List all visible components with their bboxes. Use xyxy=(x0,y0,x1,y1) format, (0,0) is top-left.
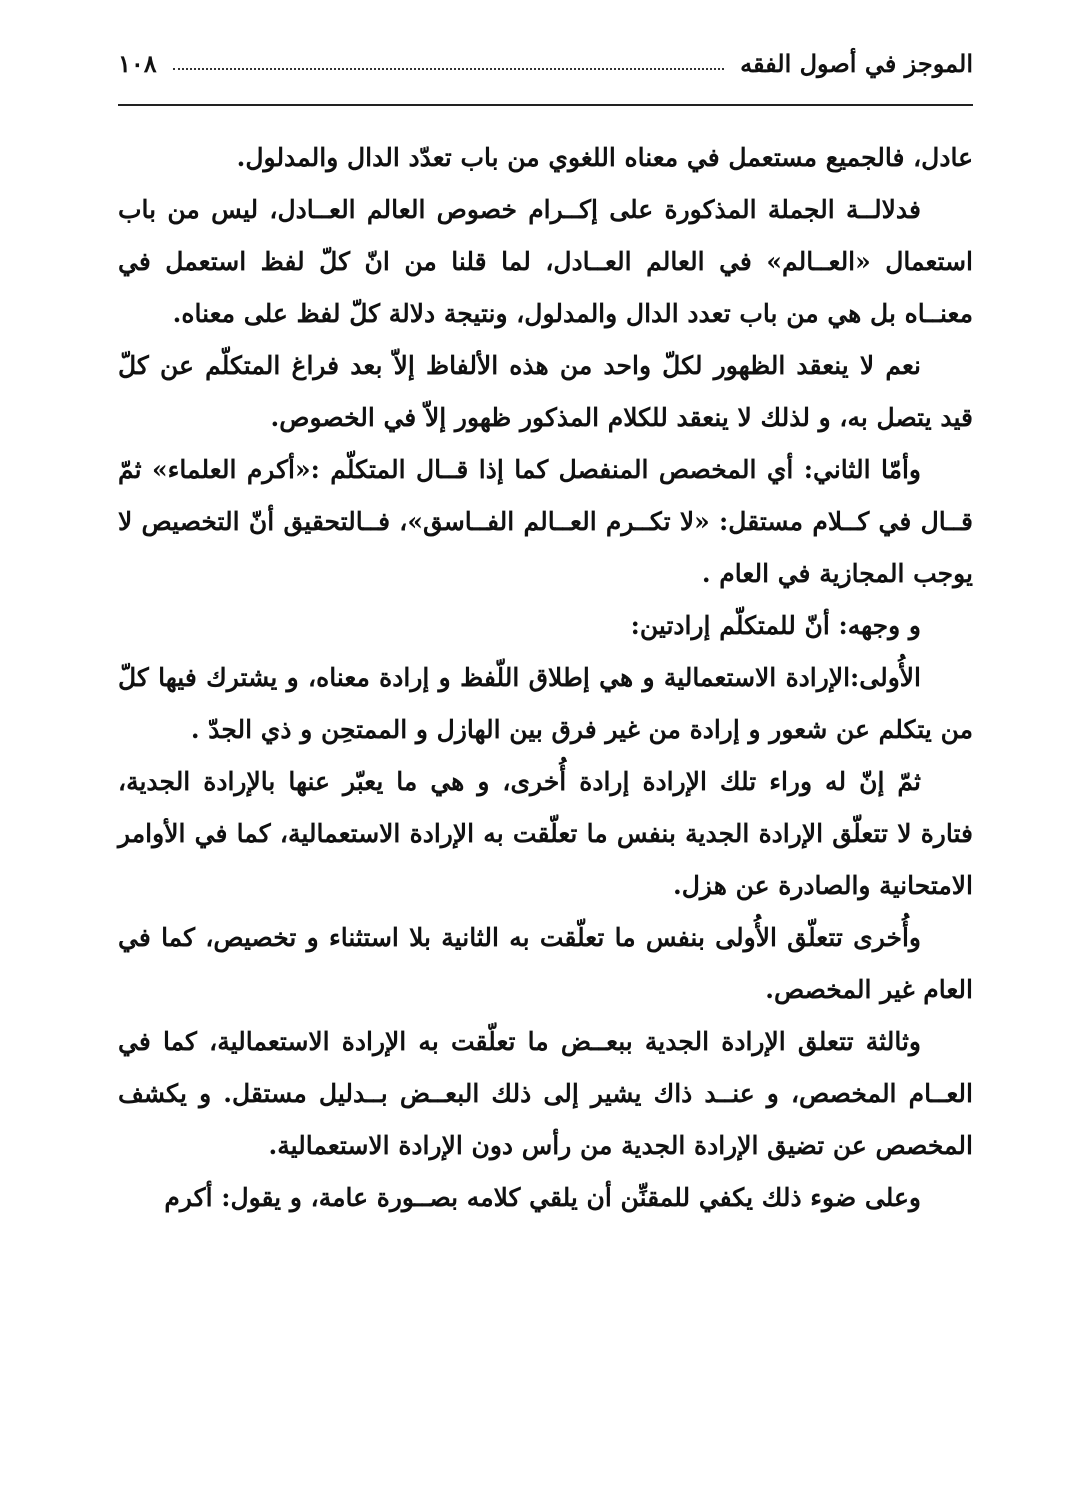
paragraph: الأُولى:الإرادة الاستعمالية و هي إطلاق اللّفظ و إرادة معناه، و يشترك فيها كلّ من يتكلم عن شعور و إرادة من غير فرق بين الهازل و الممتحِن و ذي الجدّ . xyxy=(118,663,973,744)
paragraph: فدلالــة الجملة المذكورة على إكــرام خصوص العالم العــادل، ليس من باب استعمال «العــالم» في العالم العــادل، لما قلنا من انّ كلّ لفظ استعمل في معنــاه بل هي من باب تعدد الدال والمدلول، ونتيجة دلالة كلّ لفظ على معناه. xyxy=(118,195,973,328)
body-text xyxy=(118,132,973,1224)
header-dot-leader xyxy=(173,68,724,70)
paragraph: و وجهه: أنّ للمتكلّم إرادتين: xyxy=(630,611,921,640)
header-divider xyxy=(118,104,973,106)
page-number: ١٠٨ xyxy=(118,48,157,78)
paragraph: نعم لا ينعقد الظهور لكلّ واحد من هذه الألفاظ إلاّ بعد فراغ المتكلّم عن كلّ قيد يتصل به، و لذلك لا ينعقد للكلام المذكور ظهور إلاّ في الخصوص. xyxy=(118,351,973,432)
paragraph: عادل، فالجميع مستعمل في معناه اللغوي من باب تعدّد الدال والمدلول. xyxy=(236,143,973,172)
page-header xyxy=(118,36,973,90)
paragraph: وأُخرى تتعلّق الأُولى بنفس ما تعلّقت به الثانية بلا استثناء و تخصيص، كما في العام غير المخصص. xyxy=(118,923,973,1004)
paragraph: وثالثة تتعلق الإرادة الجدية ببعــض ما تعلّقت به الإرادة الاستعمالية، كما في العــام المخصص، و عنــد ذاك يشير إلى ذلك البعــض بــدليل مستقل. و يكشف المخصص عن تضيق الإرادة الجدية من رأس دون الإرادة الاستعمالية. xyxy=(118,1027,973,1160)
paragraph: وأمّا الثاني: أي المخصص المنفصل كما إذا قــال المتكلّم :«أكرم العلماء» ثمّ قــال في كــلام مستقل: «لا تكــرم العــالم الفــاسق»، فــالتحقيق أنّ التخصيص لا يوجب المجازية في العام . xyxy=(118,455,973,588)
paragraph: ثمّ إنّ له وراء تلك الإرادة إرادة أُخرى، و هي ما يعبّر عنها بالإرادة الجدية، فتارة لا تتعلّق الإرادة الجدية بنفس ما تعلّقت به الإرادة الاستعمالية، كما في الأوامر الامتحانية والصادرة عن هزل. xyxy=(118,767,973,900)
paragraph: وعلى ضوء ذلك يكفي للمقنِّن أن يلقي كلامه بصــورة عامة، و يقول: أكرم xyxy=(164,1183,921,1212)
running-title: الموجز في أصول الفقه xyxy=(740,48,973,78)
